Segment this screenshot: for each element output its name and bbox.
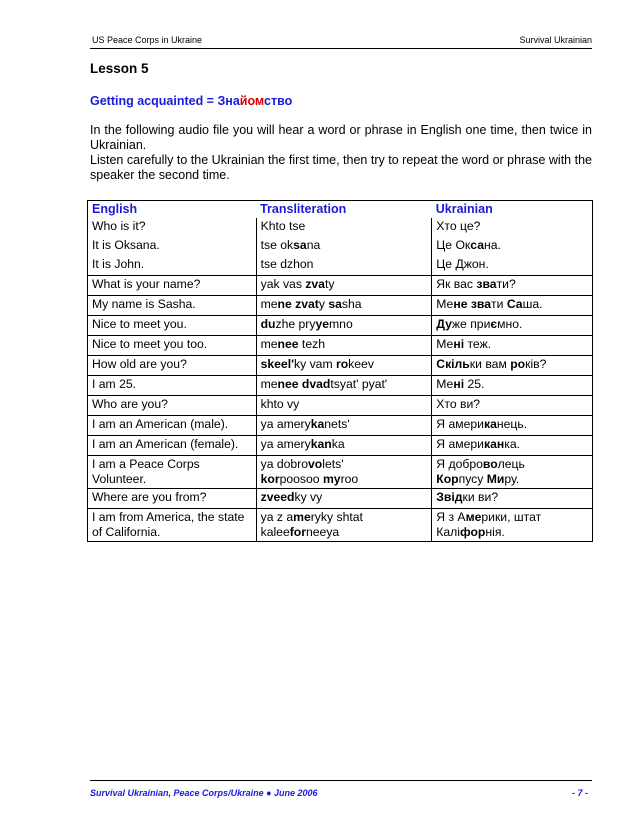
table-row [88,316,593,336]
text-segment: лець [497,457,525,471]
text-segment: же при [451,317,491,331]
text-segment: ya amery [260,437,311,451]
table-row [88,436,593,456]
text-segment: ka [331,437,345,451]
page-header [90,35,592,49]
cell-ukrainian [432,356,593,376]
cell-english: What is your name? [88,276,257,296]
text-segment: Я добро [436,457,483,471]
page-footer [90,780,592,798]
table-row [88,356,593,376]
subtitle-prefix: Getting acquainted = Зна [90,94,240,108]
table-row [88,456,593,489]
footer-left: Survival Ukrainian, Peace Corps/Ukraine ● June 2006 [90,788,318,798]
stressed-syllable: ні [453,377,465,391]
stressed-syllable: са [470,238,484,252]
table-row [88,276,593,296]
cell-english: I am a Peace Corps Volunteer. [88,456,257,489]
stressed-syllable: ye [315,317,330,331]
table-row [88,256,593,276]
text-segment: Хто це? [436,219,481,233]
stressed-syllable: nee [277,337,299,351]
text-segment: tsyat' pyat' [330,377,388,391]
text-segment: рики, штат [481,510,542,524]
text-segment: poosoo [279,472,323,486]
text-segment: yak vas [260,277,306,291]
cell-transliteration [256,296,432,316]
stressed-syllable: ne zvat [277,297,319,311]
stressed-syllable: во [482,457,498,471]
cell-transliteration [256,237,432,256]
cell-ukrainian [432,416,593,436]
text-segment: roo [340,472,359,486]
text-segment: Я амери [436,417,484,431]
stressed-syllable: Ду [436,317,452,331]
text-segment: ки ви? [462,490,499,504]
cell-english: I am an American (male). [88,416,257,436]
stressed-syllable: nee dvad [277,377,331,391]
cell-ukrainian [432,316,593,336]
cell-english: My name is Sasha. [88,296,257,316]
text-segment: нія. [485,525,505,539]
text-segment: tse ok [260,238,294,252]
stressed-syllable: ме [465,510,482,524]
text-segment: lets' [322,457,344,471]
cell-transliteration [256,509,432,542]
stressed-syllable: kan [310,437,332,451]
cell-transliteration [256,316,432,336]
text-segment: ків? [525,357,547,371]
stressed-syllable: zva [305,277,325,291]
header-left: US Peace Corps in Ukraine [92,35,203,45]
header-ukrainian: Ukrainian [432,201,593,219]
text-segment: zhe pry [275,317,316,331]
cell-ukrainian [432,218,593,237]
text-segment: ти [491,297,507,311]
header-right: Survival Ukrainian [519,35,592,45]
table-row [88,296,593,316]
cell-ukrainian [432,237,593,256]
table-row [88,416,593,436]
table-header-row [88,201,593,219]
text-segment: ру. [504,472,520,486]
text-segment: Ме [436,337,454,351]
cell-transliteration [256,376,432,396]
stressed-syllable: є [490,317,498,331]
cell-ukrainian [432,376,593,396]
text-segment: mno [329,317,353,331]
table-row [88,237,593,256]
cell-english: It is John. [88,256,257,276]
cell-english: Who is it? [88,218,257,237]
table-row [88,376,593,396]
text-segment: neeya [305,525,340,539]
cell-english: I am an American (female). [88,436,257,456]
text-segment: Ме [436,377,454,391]
text-segment: sha [341,297,362,311]
text-segment: пусу [458,472,487,486]
cell-transliteration [256,276,432,296]
cell-english: Who are you? [88,396,257,416]
text-segment: мно. [497,317,523,331]
text-segment: ша. [522,297,543,311]
text-segment: Я з А [436,510,466,524]
stressed-syllable: skeel' [260,357,294,371]
cell-english: I am from America, the state of California. [88,509,257,542]
text-segment: me [260,297,278,311]
cell-transliteration [256,456,432,489]
text-segment: ty [324,277,335,291]
stressed-syllable: зва [476,277,497,291]
cell-transliteration [256,396,432,416]
text-segment: Це Ок [436,238,471,252]
text-segment: na [306,238,321,252]
cell-ukrainian [432,276,593,296]
text-segment: y [318,297,329,311]
text-segment: теж. [464,337,492,351]
text-segment: 25. [464,377,485,391]
text-segment: ryky shtat [310,510,363,524]
cell-transliteration [256,256,432,276]
cell-english: Where are you from? [88,489,257,509]
cell-transliteration [256,416,432,436]
header-transliteration: Transliteration [256,201,432,219]
text-segment: ky vy [294,490,323,504]
intro-paragraph-2: Listen carefully to the Ukrainian the first time, then try to repeat the word or phrase with the speaker the second time. [90,153,592,182]
stressed-syllable: me [293,510,311,524]
header-english: English [88,201,257,219]
cell-ukrainian [432,489,593,509]
stressed-syllable: my [322,472,341,486]
stressed-syllable: zveed [260,490,295,504]
text-segment: Ме [436,297,454,311]
text-segment: нець. [496,417,528,431]
text-segment: Калі [436,525,460,539]
text-segment: Khto tse [260,219,306,233]
stressed-syllable: du [260,317,276,331]
text-segment: ky vam [294,357,336,371]
cell-ukrainian [432,256,593,276]
stressed-syllable: ro [335,357,349,371]
text-segment: Я амери [436,437,484,451]
cell-transliteration [256,436,432,456]
subtitle-suffix: ство [264,94,293,108]
cell-ukrainian [432,336,593,356]
stressed-syllable: kor [260,472,280,486]
stressed-syllable: for [289,525,306,539]
cell-ukrainian [432,396,593,416]
text-segment: me [260,377,278,391]
text-segment: Як вас [436,277,477,291]
stressed-syllable: ні [453,337,465,351]
stressed-syllable: sa [328,297,342,311]
cell-transliteration [256,489,432,509]
cell-ukrainian [432,436,593,456]
stressed-syllable: Скіль [436,357,470,371]
text-segment: kalee [260,525,290,539]
section-subtitle [90,94,292,108]
stressed-syllable: Ми [486,472,505,486]
text-segment: tezh [298,337,325,351]
vocabulary-table [87,200,593,542]
text-segment: khto vy [260,397,300,411]
cell-english: How old are you? [88,356,257,376]
text-segment: ya dobro [260,457,309,471]
cell-transliteration [256,218,432,237]
stressed-syllable: sa [293,238,307,252]
stressed-syllable: ро [510,357,526,371]
cell-transliteration [256,336,432,356]
table-row [88,218,593,237]
stressed-syllable: Звід [436,490,463,504]
stressed-syllable: vo [308,457,323,471]
text-segment: ки вам [469,357,511,371]
text-segment: ya z a [260,510,294,524]
text-segment: ти? [496,277,516,291]
stressed-syllable: ка [483,417,497,431]
stressed-syllable: фор [459,525,486,539]
text-segment: ка. [504,437,520,451]
text-segment: на. [483,238,501,252]
cell-ukrainian [432,456,593,489]
lesson-title: Lesson 5 [90,61,149,76]
text-segment: keev [348,357,374,371]
table-row [88,489,593,509]
cell-english: Nice to meet you too. [88,336,257,356]
footer-page-number: - 7 - [571,788,588,798]
text-segment: me [260,337,278,351]
text-segment: ya amery [260,417,311,431]
cell-ukrainian [432,509,593,542]
table-row [88,336,593,356]
table-row [88,509,593,542]
intro-text [90,123,592,183]
text-segment: Хто ви? [436,397,481,411]
intro-paragraph-1: In the following audio file you will hear a word or phrase in English one time, then twice in Ukrainian. [90,123,592,152]
text-segment: tse dzhon [260,257,314,271]
cell-english: It is Oksana. [88,237,257,256]
text-segment: Це Джон. [436,257,489,271]
cell-english: I am 25. [88,376,257,396]
stressed-syllable: кан [483,437,505,451]
stressed-syllable: Кор [436,472,459,486]
stressed-syllable: Са [506,297,523,311]
stressed-syllable: не зва [453,297,492,311]
cell-ukrainian [432,296,593,316]
text-segment: nets' [324,417,350,431]
subtitle-highlight: йом [239,94,265,108]
cell-english: Nice to meet you. [88,316,257,336]
stressed-syllable: ka [310,417,325,431]
table-row [88,396,593,416]
cell-transliteration [256,356,432,376]
